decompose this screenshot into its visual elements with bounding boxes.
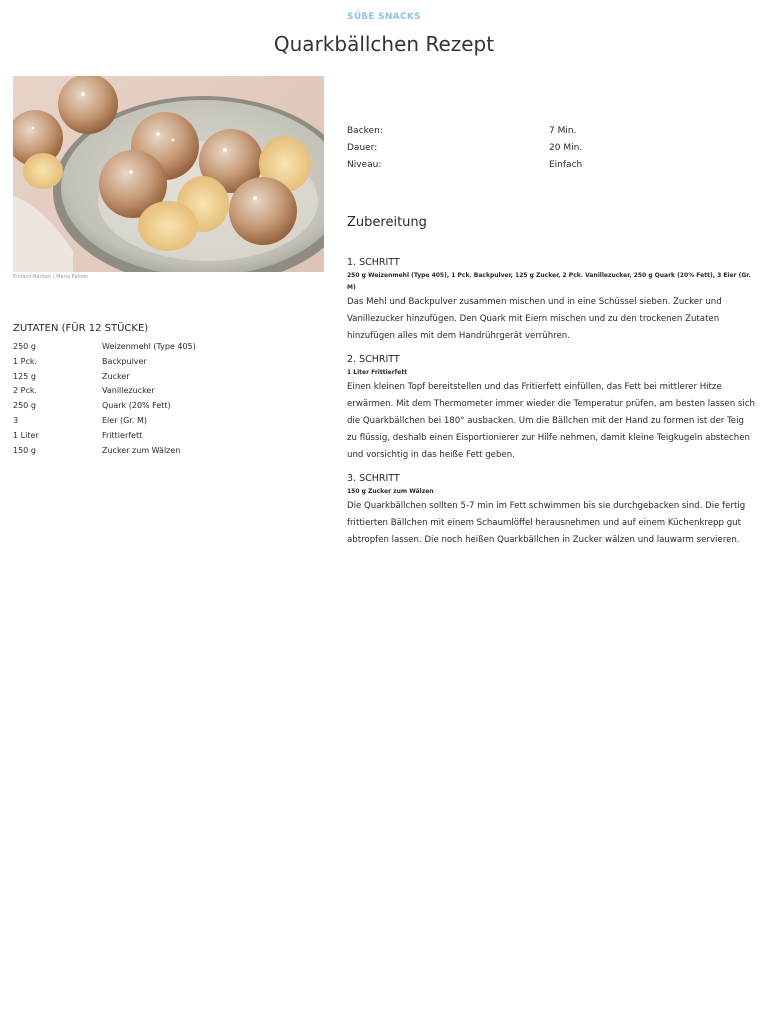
ingredient-name: Eier (Gr. M) bbox=[102, 415, 148, 425]
step-3 bbox=[347, 473, 755, 548]
preparation-steps bbox=[347, 257, 755, 559]
ingredient-quantity: 250 g bbox=[13, 342, 36, 351]
photo-credit: Einfach Backen / Maria Panzer bbox=[13, 274, 89, 280]
ingredient-quantity: 1 Liter bbox=[13, 430, 39, 440]
ingredient-quantity: 250 g bbox=[13, 401, 36, 411]
step-ingredients: 150 g Zucker zum Wälzen bbox=[347, 488, 434, 496]
recipe-photo bbox=[13, 76, 324, 272]
category-label[interactable]: SÜßE SNACKS bbox=[347, 12, 421, 22]
ingredient-name: Vanillezucker bbox=[102, 386, 155, 396]
ingredient-name: Frittierfett bbox=[102, 430, 143, 440]
ingredient-quantity: 1 Pck. bbox=[13, 356, 38, 366]
ingredient-row bbox=[13, 399, 313, 414]
info-value: Einfach bbox=[549, 159, 583, 170]
step-title: 3. SCHRITT bbox=[347, 473, 400, 485]
page-title: Quarkbällchen Rezept bbox=[273, 32, 495, 56]
ingredient-row bbox=[13, 444, 313, 459]
step-ingredients: 1 Liter Frittierfett bbox=[347, 369, 408, 377]
step-ingredients: 250 g Weizenmehl (Type 405), 1 Pck. Backpulver, 125 g Zucker, 2 Pck. Vanillezucker, 250 g Quark (20% Fett), 3 Eier (Gr. M) bbox=[347, 272, 751, 291]
info-row-niveau bbox=[347, 157, 747, 174]
ingredient-quantity: 3 bbox=[13, 415, 19, 425]
preparation-heading: Zubereitung bbox=[347, 215, 427, 230]
ingredient-name: Zucker bbox=[102, 371, 130, 381]
step-1 bbox=[347, 257, 755, 344]
ingredient-name: Backpulver bbox=[102, 356, 147, 366]
ingredient-row bbox=[13, 384, 313, 399]
info-value: 20 Min. bbox=[549, 142, 583, 153]
ingredient-row bbox=[13, 429, 313, 444]
ingredient-quantity: 125 g bbox=[13, 371, 36, 381]
info-label: Dauer: bbox=[347, 142, 378, 153]
ingredient-quantity: 2 Pck. bbox=[13, 386, 38, 396]
recipe-info bbox=[347, 123, 747, 173]
step-text: Das Mehl und Backpulver zusammen mischen und in eine Schüssel sieben. Zucker und Vanillezucker hinzufügen. Den Quark mit Eiern mischen und zu den trockenen Zutaten hinzufügen alles mit dem Handrührgerät verrühren. bbox=[347, 297, 722, 341]
ingredients-list bbox=[13, 340, 313, 458]
step-title: 1. SCHRITT bbox=[347, 257, 400, 268]
ingredient-row bbox=[13, 355, 313, 370]
info-label: Backen: bbox=[347, 126, 383, 136]
ingredient-name: Quark (20% Fett) bbox=[102, 401, 171, 411]
step-title: 2. SCHRITT bbox=[347, 354, 400, 366]
ingredient-name: Weizenmehl (Type 405) bbox=[102, 342, 196, 351]
ingredient-quantity: 150 g bbox=[13, 445, 36, 455]
step-text: Einen kleinen Topf bereitstellen und das Fritierfett einfüllen, das Fett bei mittlerer Hitze erwärmen. Mit dem Thermometer immer wieder die Temperatur prüfen, am besten lassen sich die Quarkbällchen bei 180° ausbacken. Um die Bällchen mit der Hand zu formen ist der Teig zu flüssig, deshalb einen Eisportionierer zur Hilfe nehmen, damit kleine Teigkugeln abstechen und vorsichtig in das heiße Fett geben. bbox=[347, 382, 755, 460]
step-text: Die Quarkbällchen sollten 5-7 min im Fett schwimmen bis sie durchgebacken sind. Die fertig frittierten Bällchen mit einem Schaumlöffel herausnehmen und auf einem Küchenkrepp gut abtropfen lassen. Die noch heißen Quarkbällchen in Zucker wälzen und lauwarm servieren. bbox=[347, 501, 746, 545]
info-label: Niveau: bbox=[347, 159, 382, 170]
ingredient-row bbox=[13, 370, 313, 385]
info-row-backen bbox=[347, 123, 747, 140]
step-2 bbox=[347, 354, 755, 463]
ingredient-row bbox=[13, 340, 313, 355]
info-value: 7 Min. bbox=[549, 126, 577, 136]
info-row-dauer bbox=[347, 140, 747, 157]
ingredient-row bbox=[13, 414, 313, 429]
ingredient-name: Zucker zum Wälzen bbox=[102, 445, 181, 455]
ingredients-heading: ZUTATEN (FÜR 12 STÜCKE) bbox=[13, 323, 149, 334]
